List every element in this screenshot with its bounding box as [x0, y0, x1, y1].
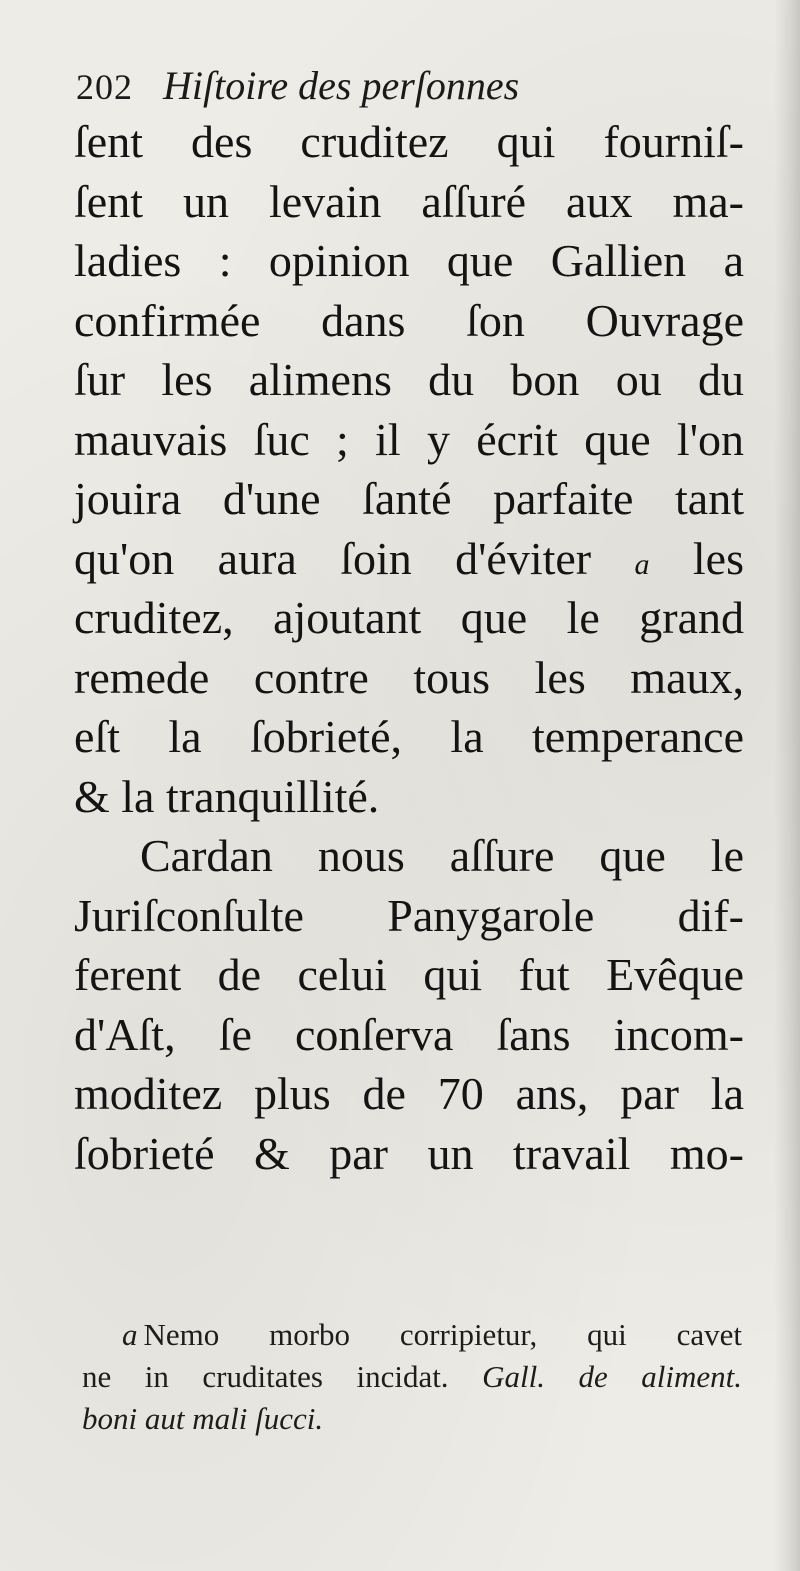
- footnote-reference: a: [634, 547, 650, 581]
- paragraph-end-line: & la tranquillité.: [74, 770, 380, 822]
- text-segment: les: [692, 532, 744, 584]
- footnote-line: [82, 1356, 742, 1398]
- footnote-text: ne in cruditates incidat.: [82, 1359, 449, 1394]
- text-line: mauvais ſuc ; il y écrit que l'on: [74, 413, 744, 465]
- footnote: [82, 1314, 742, 1440]
- page-number: 202: [76, 67, 133, 107]
- text-line-with-footnote-ref: [74, 529, 744, 589]
- text-line: cruditez, ajoutant que le grand: [74, 592, 744, 643]
- page-edge-shadow: [774, 0, 800, 1571]
- footnote-line: [82, 1314, 742, 1356]
- footnote-marker: a: [122, 1317, 138, 1352]
- text-line: ſobrieté & par un travail mo-: [74, 1127, 744, 1179]
- footnote-citation: boni aut mali ſucci.: [82, 1401, 324, 1436]
- text-line: ferent de celui qui fut Evêque: [74, 949, 744, 1000]
- footnote-text: Nemo morbo corripietur, qui cavet: [143, 1317, 742, 1352]
- paragraph-start-line: Cardan nous aſſure que le: [140, 830, 744, 881]
- footnote-citation: Gall. de aliment.: [482, 1359, 743, 1394]
- text-line: confirmée dans ſon Ouvrage: [74, 294, 744, 346]
- page-header: [76, 62, 519, 109]
- text-segment: qu'on aura ſoin d'éviter: [74, 532, 592, 584]
- text-line: ſent un levain aſſuré aux ma-: [74, 175, 744, 227]
- text-line: ladies : opinion que Gallien a: [74, 235, 744, 286]
- text-line: eſt la ſobrieté, la temperance: [74, 711, 744, 762]
- text-line: d'Aſt, ſe conſerva ſans incom-: [74, 1008, 744, 1060]
- text-line: moditez plus de 70 ans, par la: [74, 1068, 744, 1119]
- text-line: remede contre tous les maux,: [74, 651, 744, 703]
- body-text: [74, 112, 744, 1183]
- text-line: Juriſconſulte Panygarole dif-: [74, 889, 744, 941]
- text-line: ſur les alimens du bon ou du: [74, 354, 744, 405]
- footnote-line: [82, 1398, 742, 1440]
- text-line: jouira d'une ſanté parfaite tant: [74, 473, 744, 524]
- text-line: ſent des cruditez qui fourniſ-: [74, 116, 744, 167]
- running-title: Hiſtoire des perſonnes: [163, 63, 520, 108]
